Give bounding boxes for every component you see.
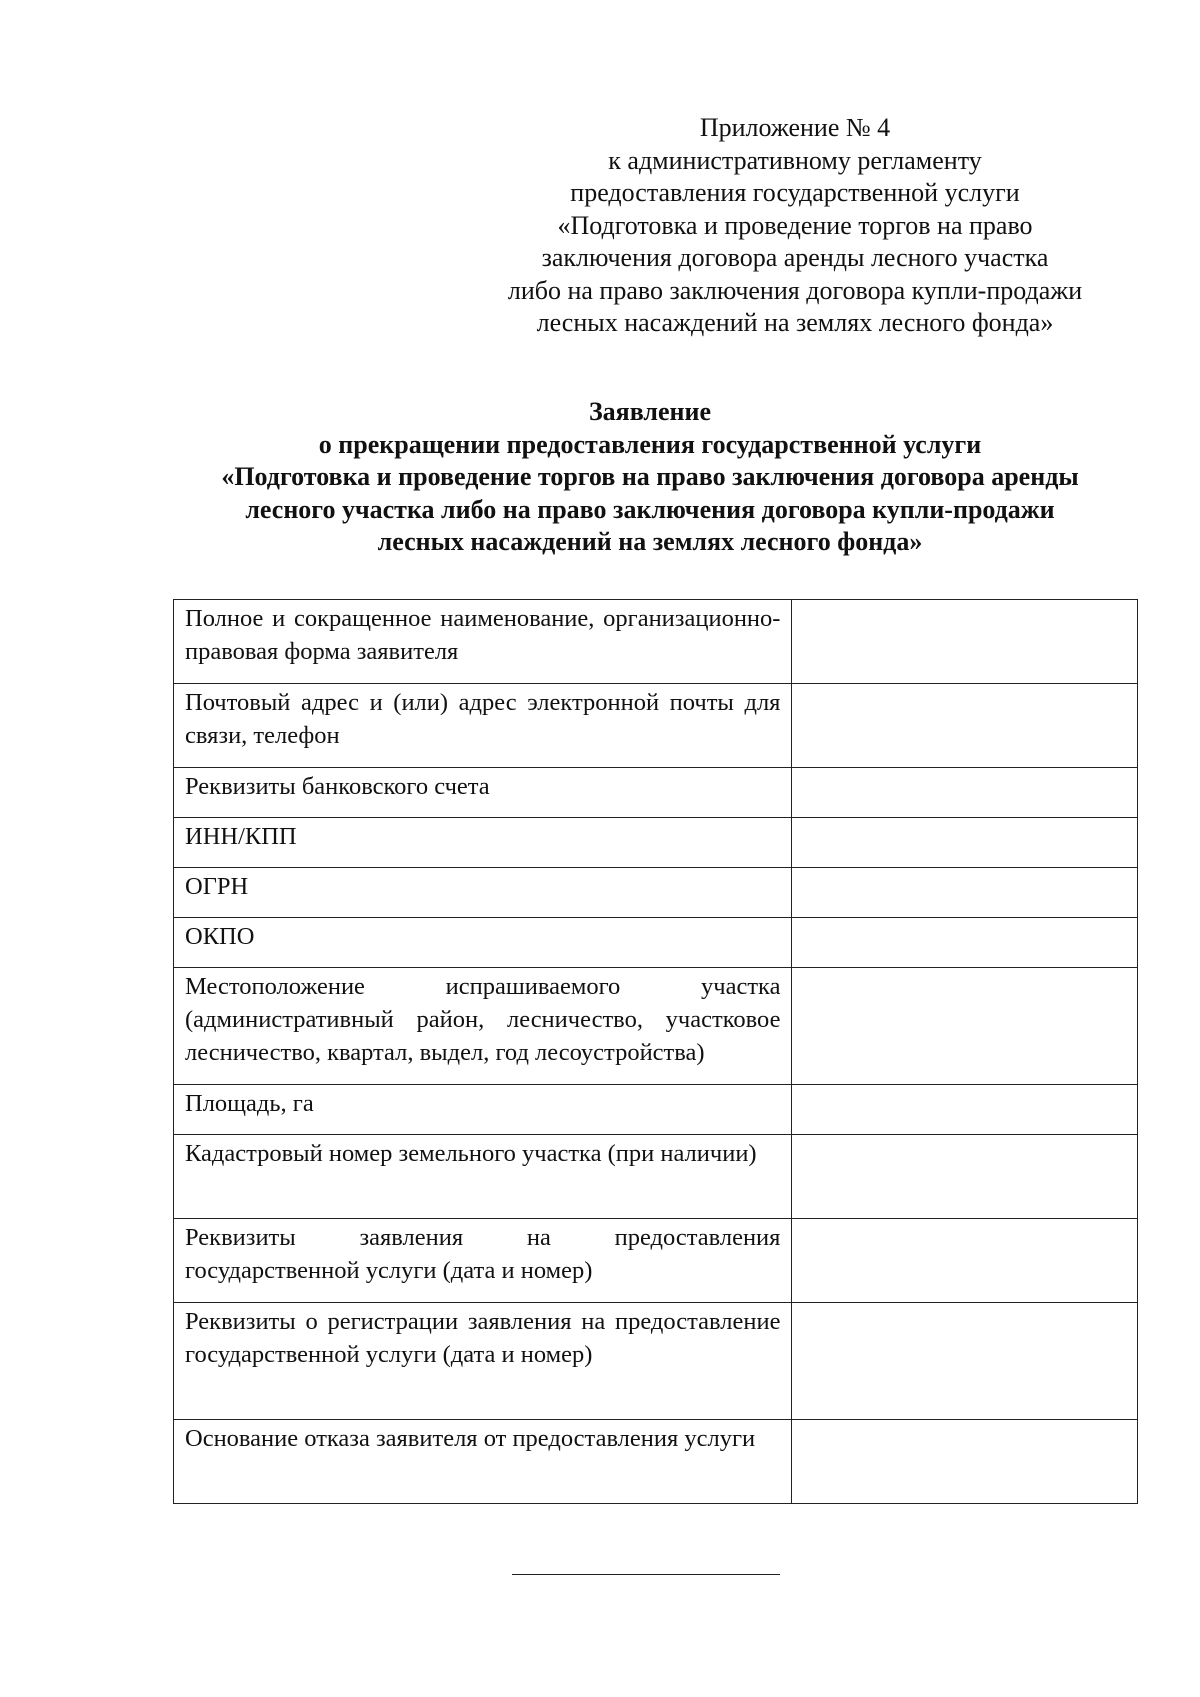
annex-number: Приложение № 4 (699, 113, 891, 142)
field-label: Площадь, га (174, 1085, 792, 1135)
field-value-cell[interactable] (792, 968, 1138, 1085)
field-value-cell[interactable] (792, 1303, 1138, 1420)
field-value-cell[interactable] (792, 1219, 1138, 1303)
field-value-cell[interactable] (792, 1420, 1138, 1504)
field-label: ИНН/КПП (174, 818, 792, 868)
table-row (174, 918, 1138, 968)
field-label: Реквизиты банковского счета (174, 768, 792, 818)
field-value-cell[interactable] (792, 768, 1138, 818)
annex-line: «Подготовка и проведение торгов на право (557, 210, 1033, 240)
table-row (174, 968, 1138, 1085)
title-line: о прекращении предоставления государственной услуги (318, 429, 982, 459)
signature-line (512, 1574, 780, 1575)
title-line: «Подготовка и проведение торгов на право заключения договора аренды (221, 462, 1079, 491)
annex-line: либо на право заключения договора купли-продажи (507, 275, 1083, 305)
table-row (174, 768, 1138, 818)
annex-line: заключения договора аренды лесного участка (541, 243, 1049, 272)
table-row (174, 600, 1138, 684)
field-value-cell[interactable] (792, 918, 1138, 968)
annex-line: предоставления государственной услуги (570, 178, 1020, 207)
title-line: лесных насаждений на землях лесного фонда» (377, 527, 923, 556)
table-row (174, 1219, 1138, 1303)
table-row (174, 1420, 1138, 1504)
table-row (174, 868, 1138, 918)
annex-header (470, 112, 1120, 340)
annex-line: лесных насаждений на землях лесного фонда» (536, 308, 1054, 337)
table-row (174, 684, 1138, 768)
field-label: Почтовый адрес и (или) адрес электронной почты для связи, телефон (174, 684, 792, 768)
field-label: Полное и сокращенное наименование, организационно-правовая форма заявителя (174, 600, 792, 684)
table-row (174, 1085, 1138, 1135)
field-value-cell[interactable] (792, 1085, 1138, 1135)
field-value-cell[interactable] (792, 684, 1138, 768)
field-label: Кадастровый номер земельного участка (при наличии) (174, 1135, 792, 1219)
field-label: ОГРН (174, 868, 792, 918)
application-form-table (173, 599, 1138, 1504)
title-line: Заявление (588, 397, 712, 426)
field-label: Реквизиты заявления на предоставления государственной услуги (дата и номер) (174, 1219, 792, 1303)
field-label: Реквизиты о регистрации заявления на предоставление государственной услуги (дата и номер) (174, 1303, 792, 1420)
document-title (130, 396, 1170, 559)
table-row (174, 818, 1138, 868)
field-value-cell[interactable] (792, 818, 1138, 868)
field-value-cell[interactable] (792, 1135, 1138, 1219)
annex-line: к административному регламенту (608, 145, 982, 175)
title-line: лесного участка либо на право заключения договора купли-продажи (245, 494, 1055, 524)
field-value-cell[interactable] (792, 868, 1138, 918)
field-label: Основание отказа заявителя от предоставления услуги (174, 1420, 792, 1504)
field-label: Местоположение испрашиваемого участка (административный район, лесничество, участковое лесничество, квартал, выдел, год лесоустройства) (174, 968, 792, 1085)
table-row (174, 1303, 1138, 1420)
field-value-cell[interactable] (792, 600, 1138, 684)
field-label: ОКПО (174, 918, 792, 968)
table-row (174, 1135, 1138, 1219)
